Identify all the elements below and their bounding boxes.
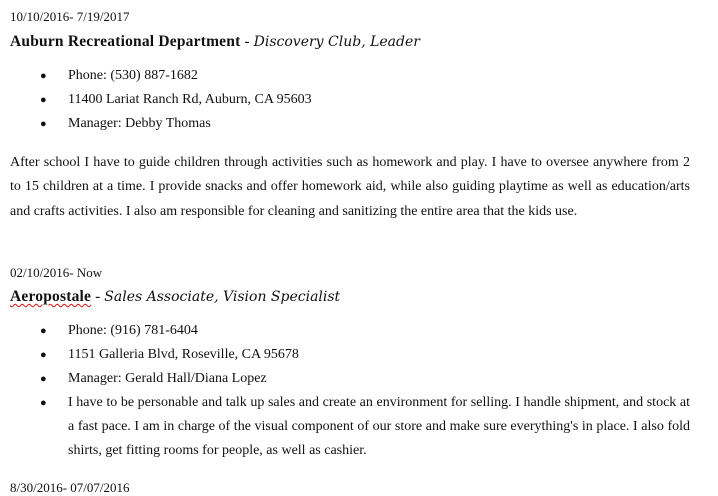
entry-2-organization: Aeropostale [10, 288, 92, 305]
entry-2-address: 1151 Galleria Blvd, Roseville, CA 95678 [68, 347, 299, 362]
bullet-icon: ● [40, 397, 47, 409]
entry-2-role: Sales Associate, Vision Specialist [104, 289, 341, 305]
entry-2-phone: Phone: (916) 781-6404 [68, 323, 198, 338]
entry-1-date: 10/10/2016- 7/19/2017 [10, 9, 130, 24]
bullet-icon: ● [40, 349, 47, 361]
entry-1-address: 11400 Lariat Ranch Rd, Auburn, CA 95603 [68, 92, 312, 107]
bullet-icon: ● [40, 118, 47, 130]
entry-1-role: Discovery Club, Leader [253, 34, 420, 50]
entry-2-date: 02/10/2016- Now [10, 265, 103, 280]
entry-1-heading [10, 32, 420, 52]
bullet-icon: ● [40, 70, 47, 82]
bullet-icon: ● [40, 373, 47, 385]
bullet-icon: ● [40, 94, 47, 106]
entry-3-date-partial: 8/30/2016- 07/07/2016 [10, 480, 130, 495]
entry-1-phone: Phone: (530) 887-1682 [68, 68, 198, 83]
entry-1-organization: Auburn Recreational Department [10, 33, 241, 50]
entry-1-description: After school I have to guide children through activities such as homework and play. I have to oversee anywhere from 2 to 15 children at a time. I provide snacks and offer homework aid, while also guiding playtime as well as education/arts and crafts activities. I also am responsible for cleaning and sanitizing the entire area that the kids use. [10, 155, 690, 219]
entry-2-duties: I have to be personable and talk up sales and create an environment for selling. I handle shipment, and stock at a fast pace. I am in charge of the visual component of our store and make sure everything's in place. I also fold shirts, get fitting rooms for people, as well as cashier. [68, 395, 690, 458]
entry-1-manager: Manager: Debby Thomas [68, 116, 211, 131]
entry-2-manager: Manager: Gerald Hall/Diana Lopez [68, 371, 267, 386]
entry-1-separator: - [244, 33, 250, 50]
entry-2-separator: - [95, 288, 101, 305]
entry-2-heading [10, 287, 340, 307]
bullet-icon: ● [40, 325, 47, 337]
